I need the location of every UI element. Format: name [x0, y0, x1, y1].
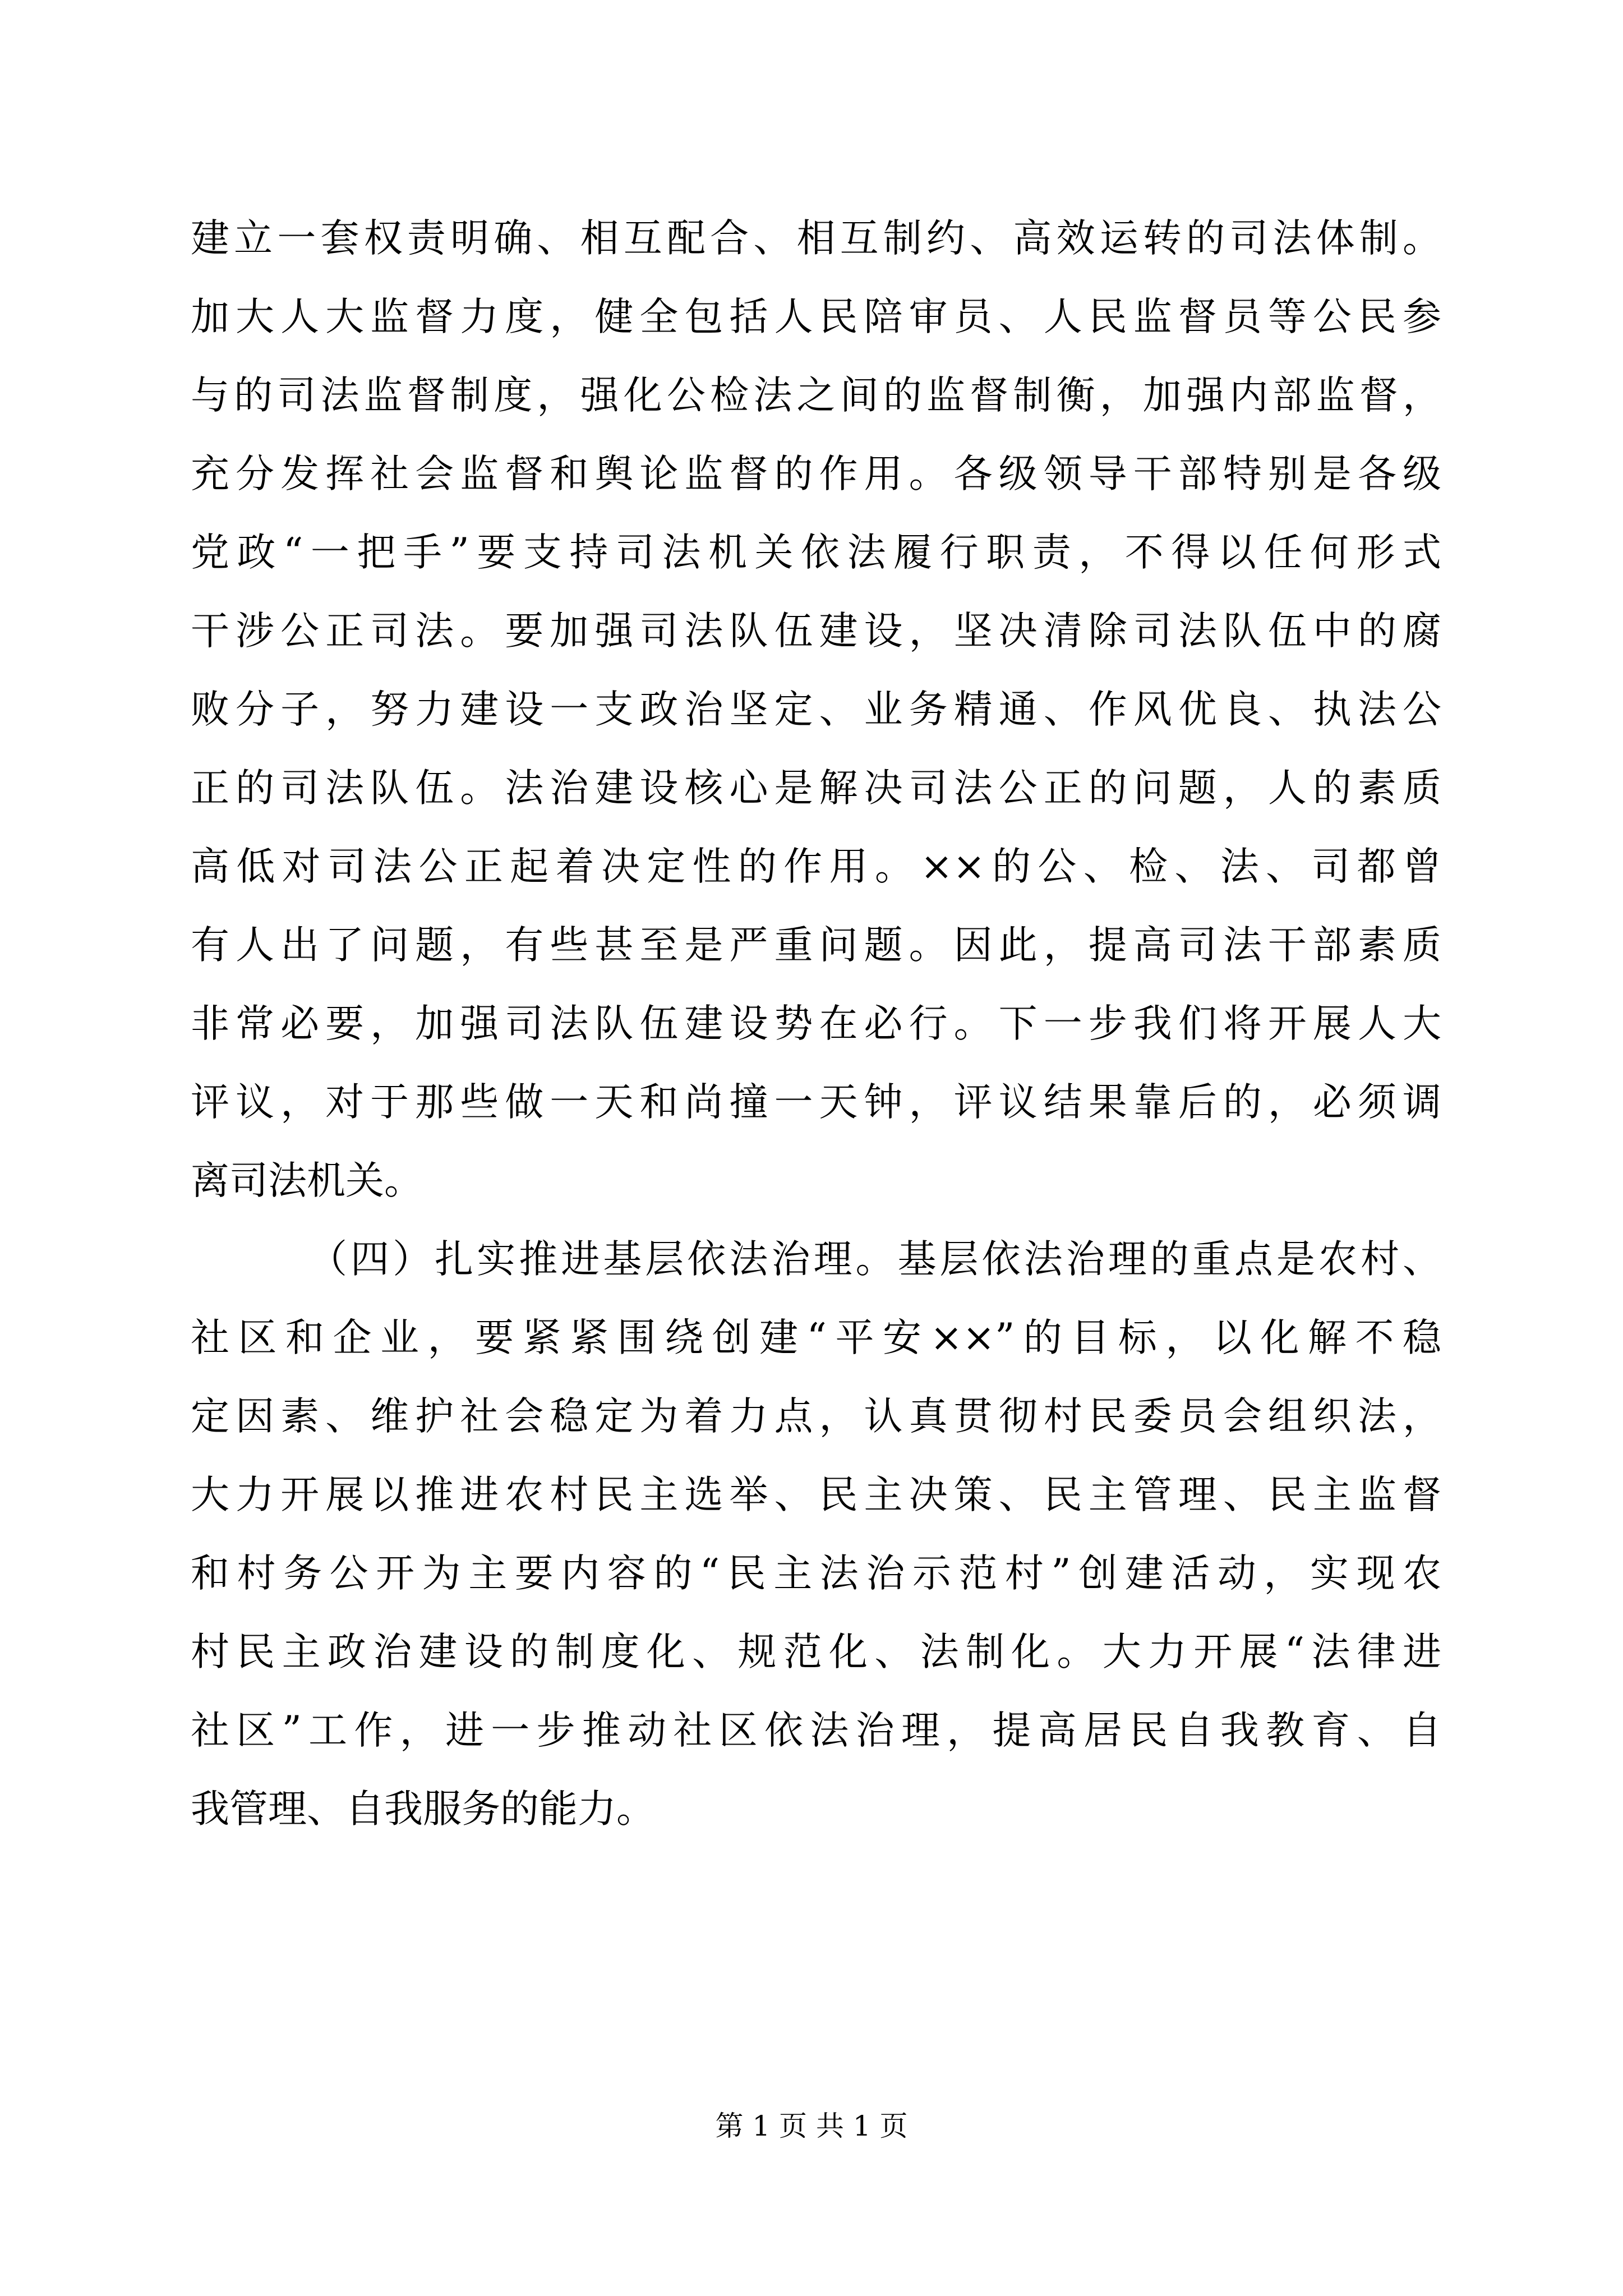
text-line: 我管理、自我服务的能力。: [191, 1787, 655, 1832]
text-line: 大力开展以推进农村民主选举、民主决策、民主管理、民主监督: [191, 1473, 1441, 1517]
document-body: [191, 199, 1441, 1848]
text-line: 和村务公开为主要内容的“民主法治示范村”创建活动，实现农: [191, 1551, 1441, 1596]
text-line: 高低对司法公正起着决定性的作用。××的公、检、法、司都曾: [191, 844, 1441, 889]
text-line: 社区”工作，进一步推动社区依法治理，提高居民自我教育、自: [191, 1708, 1441, 1753]
text-line: 充分发挥社会监督和舆论监督的作用。各级领导干部特别是各级: [191, 452, 1441, 496]
paragraph-judicial-system: [191, 199, 1441, 1220]
text-line: 加大人大监督力度，健全包括人民陪审员、人民监督员等公民参: [191, 295, 1441, 339]
text-line: 评议，对于那些做一天和尚撞一天钟，评议结果靠后的，必须调: [191, 1080, 1441, 1125]
text-line: 村民主政治建设的制度化、规范化、法制化。大力开展“法律进: [191, 1630, 1441, 1674]
text-line: 正的司法队伍。法治建设核心是解决司法公正的问题，人的素质: [191, 766, 1441, 811]
text-line: 败分子，努力建设一支政治坚定、业务精通、作风优良、执法公: [191, 687, 1441, 732]
text-line: 非常必要，加强司法队伍建设势在必行。下一步我们将开展人大: [191, 1001, 1441, 1046]
text-line: 建立一套权责明确、相互配合、相互制约、高效运转的司法体制。: [191, 216, 1441, 261]
text-line: 干涉公正司法。要加强司法队伍建设，坚决清除司法队伍中的腐: [191, 609, 1441, 654]
text-line: 党政“一把手”要支持司法机关依法履行职责，不得以任何形式: [191, 530, 1441, 575]
paragraph-grassroots-governance: [191, 1220, 1441, 1848]
text-line: 社区和企业，要紧紧围绕创建“平安××”的目标，以化解不稳: [191, 1315, 1441, 1360]
section-heading-line: （四）扎实推进基层依法治理。基层依法治理的重点是农村、: [308, 1237, 1441, 1282]
page-number-footer: 第 1 页 共 1 页: [715, 2110, 908, 2142]
text-line: 定因素、维护社会稳定为着力点，认真贯彻村民委员会组织法，: [191, 1394, 1441, 1439]
text-line: 有人出了问题，有些甚至是严重问题。因此，提高司法干部素质: [191, 923, 1441, 968]
text-line: 离司法机关。: [191, 1158, 423, 1203]
text-line: 与的司法监督制度，强化公检法之间的监督制衡，加强内部监督，: [191, 373, 1441, 418]
